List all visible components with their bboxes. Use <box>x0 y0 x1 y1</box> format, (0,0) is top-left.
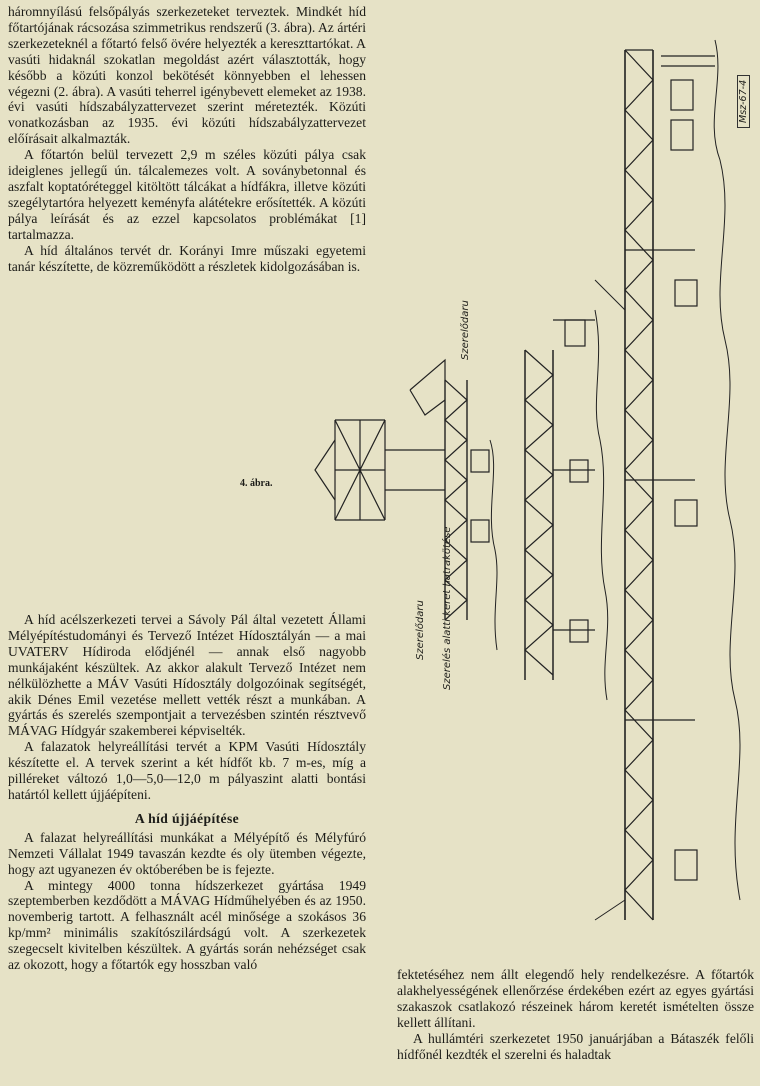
erection-frame-label: Szerelés alatti keret hatrakötése <box>442 526 453 690</box>
paragraph: A főtartón belül tervezett 2,9 m széles közúti pálya csak ideiglenes jellegű ún. tálcalemezes volt. A soványbetonnal és aszfalt koptatóréteggel kitöltött tálcákat a hídfákra, illetve közúti szegélytartóra helyezett keményfa alátétekre erősítették. A közúti pálya leírását és az ezzel kapcsolatos problémákat [1] tartalmazza. <box>8 147 366 242</box>
text-column-bottom-right <box>397 967 754 1062</box>
crane-label: Szerelődaru <box>460 300 471 360</box>
figure-caption: 4. ábra. <box>240 478 273 489</box>
paragraph: fektetéséhez nem állt elegendő hely rendelkezésre. A főtartók alakhelyességének ellenőrzése érdekében ezért az egyes gyártási szakaszok csatlakozó részeinek három keretét ismételten össze kellett állítani. <box>397 967 754 1030</box>
paragraph: háromnyílású felsőpályás szerkezeteket terveztek. Mindkét híd főtartójának rácsozása szimmetrikus rendszerű (3. ábra). Az ártéri szerkezeteknél a főtartó felső övére helyezték a kereszttartókat. A vasúti hidaknál szokatlan megoldást azért választották, hogy később a közúti konzol bekötését könnyebben el lehessen végezni (2. ábra). A vasúti teherrel igénybevett elemeket az 1938. évi vasúti hídszabályzattervezet szerint méretezték. Közúti vonatkozásban az 1935. évi közúti hídszabályzattervezet előírásait alkalmazták. <box>8 4 366 147</box>
figure-stamp: Msz-67-4 <box>737 75 750 128</box>
paragraph: A hullámtéri szerkezetet 1950 januárjában a Bátaszék felőli hídfőnél kezdték el szerelni és haladtak <box>397 1030 754 1062</box>
section-heading: A híd újjáépítése <box>134 810 240 826</box>
paragraph: A híd acélszerkezeti tervei a Sávoly Pál által vezetett Állami Mélyépítéstudományi és Tervező Intézet Hídosztályán — a mai UVATERV Hídiroda elődjénél — annak első nagyobb munkájaként készültek. Az akkor alakult Tervező Intézet nem nélkülözhette a MÁV Vasúti Hídosztály dolgozóinak segítségét, akik Dénes Emil vezetése mellett vették részt a munkában. A gyártás és szerelés szempontjait a tervezésben szintén résztvevő MÁVAG Hídgyár szakemberei képviselték. <box>8 612 366 739</box>
text-column-bottom-left <box>8 612 366 973</box>
paragraph: A falazatok helyreállítási tervét a KPM Vasúti Hídosztály készítette el. A tervek szerint a két hídfőt kb. 7 m-es, míg a pilléreket változó 1,0—5,0—12,0 m pályaszint alatti bontási határtól kellett újjáépíteni. <box>8 739 366 802</box>
paragraph: A falazat helyreállítási munkákat a Mélyépítő és Mélyfúró Nemzeti Vállalat 1949 tavaszán kezdte és oly ütemben végezte, hogy azt ugyanezen év októberében be is fejezte. <box>8 829 366 877</box>
paragraph: A mintegy 4000 tonna hídszerkezet gyártása 1949 szeptemberben kezdődött a MÁVAG Hídműhelyében és az 1950. novemberig tartott. A felhasznált acél minősége a szokásos 36 kp/mm² minimális szakítószilárdságú volt. A szerkezetek szegecselt kivitelben készültek. A gyártás során nehézséget csak az okozott, hogy a főtartók egy hosszban való <box>8 877 366 973</box>
paragraph: A híd általános tervét dr. Korányi Imre műszaki egyetemi tanár készítette, de közreműködött a részletek kidolgozásában is. <box>8 242 366 274</box>
crane-label: Szerelődaru <box>415 600 426 660</box>
